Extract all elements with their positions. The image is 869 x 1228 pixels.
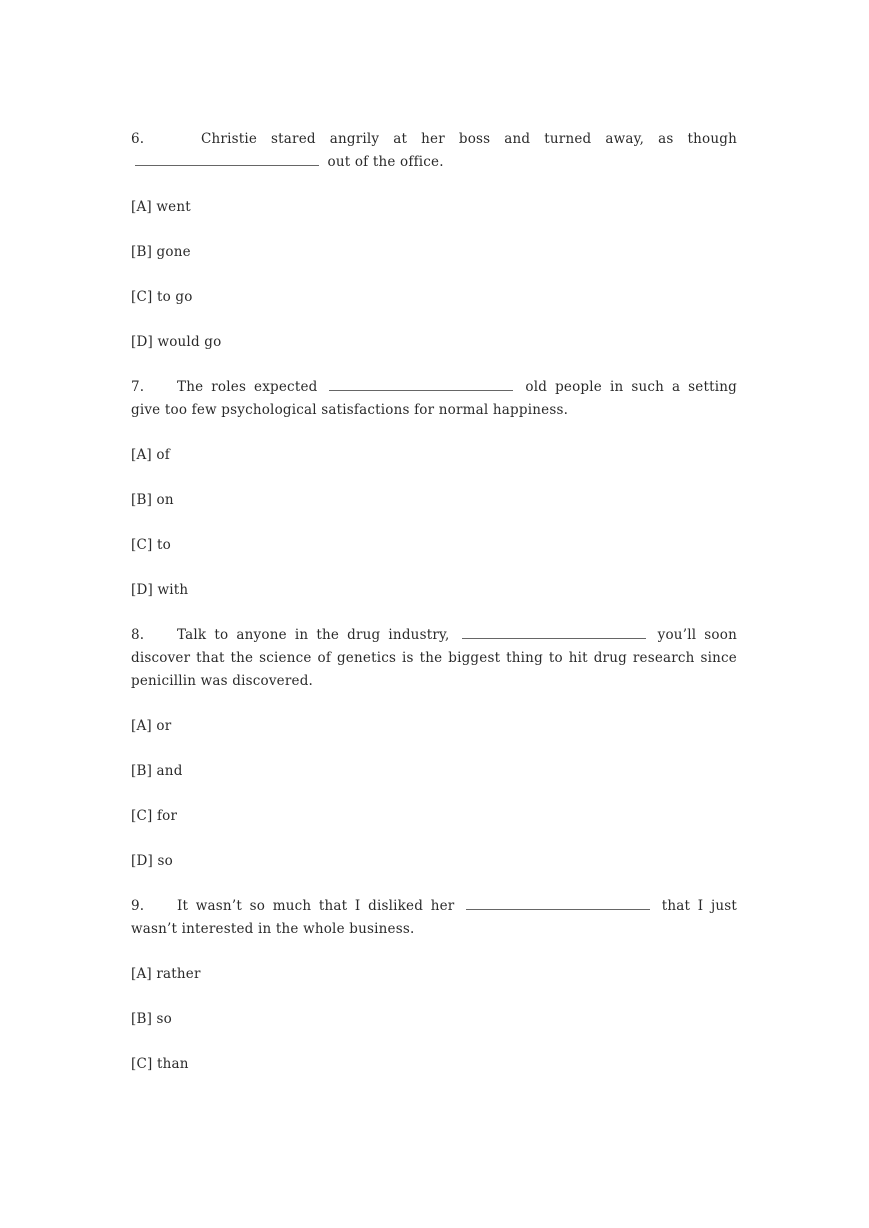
option-a: [A] rather	[131, 966, 201, 982]
question-number: 9.	[131, 898, 145, 914]
answer-blank	[462, 624, 646, 639]
exam-page	[131, 128, 737, 1076]
option-d: [D] would go	[131, 334, 222, 350]
question-6	[131, 128, 737, 354]
option-c: [C] to	[131, 537, 171, 553]
option-b: [B] and	[131, 763, 183, 779]
question-stem	[131, 128, 737, 174]
answer-blank	[466, 895, 650, 910]
question-text-before: Christie stared angrily at her boss and turned away, as though	[201, 131, 737, 147]
answer-blank	[135, 151, 319, 166]
option-a: [A] of	[131, 447, 170, 463]
question-9	[131, 895, 737, 1076]
question-text-before: Talk to anyone in the drug industry,	[177, 627, 450, 643]
question-8	[131, 624, 737, 873]
option-b: [B] so	[131, 1011, 173, 1027]
question-stem	[131, 624, 737, 693]
option-a: [A] or	[131, 718, 172, 734]
option-b: [B] on	[131, 492, 174, 508]
question-number: 8.	[131, 627, 145, 643]
option-a: [A] went	[131, 199, 191, 215]
question-text-after: you’ll soon discover that the science of genetics is the biggest thing to hit drug research since penicillin was discovered.	[131, 627, 737, 689]
option-b: [B] gone	[131, 244, 191, 260]
option-c: [C] to go	[131, 289, 193, 305]
question-text-after: out of the office.	[327, 154, 444, 170]
question-stem	[131, 895, 737, 941]
option-c: [C] than	[131, 1056, 189, 1072]
question-number: 6.	[131, 131, 145, 147]
question-text-before: The roles expected	[177, 379, 318, 395]
question-stem	[131, 376, 737, 422]
question-text-after: old people in such a setting give too few psychological satisfactions for normal happiness.	[131, 379, 737, 418]
question-7	[131, 376, 737, 602]
question-text-before: It wasn’t so much that I disliked her	[177, 898, 455, 914]
option-d: [D] so	[131, 853, 173, 869]
option-c: [C] for	[131, 808, 178, 824]
answer-blank	[329, 376, 513, 391]
option-d: [D] with	[131, 582, 189, 598]
question-text-after: that I just wasn’t interested in the whole business.	[131, 898, 738, 937]
question-number: 7.	[131, 379, 145, 395]
